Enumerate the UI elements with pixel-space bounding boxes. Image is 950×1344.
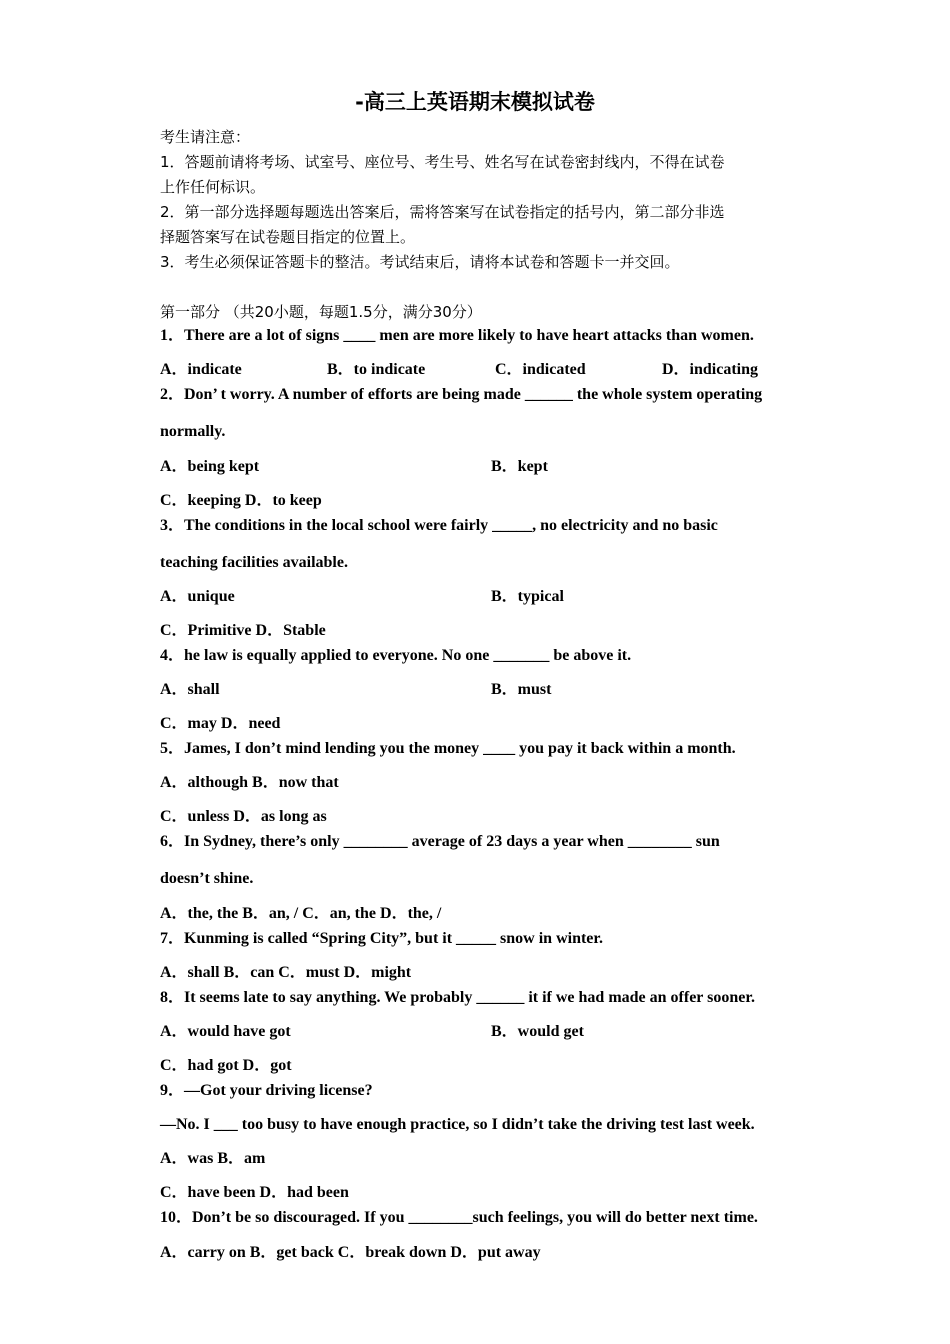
- question-stem: 2．Don’ t worry. A number of efforts are being made ______ the whole system operating: [160, 386, 763, 403]
- question-stem: 9．—Got your driving license?: [160, 1082, 373, 1099]
- option: C．keeping D．to keep: [160, 492, 322, 509]
- notice-item: 3．考生必须保证答题卡的整洁。考试结束后，请将本试卷和答题卡一并交回。: [160, 253, 680, 271]
- option: B．would get: [491, 1023, 584, 1040]
- option: A．shall B．can C．must D．might: [160, 964, 412, 981]
- option: C．may D．need: [160, 715, 281, 732]
- option: C．indicated: [495, 361, 586, 378]
- question-stem: 4．he law is equally applied to everyone. No one _______ be above it.: [160, 647, 632, 664]
- option: A．although B．now that: [160, 774, 339, 791]
- option: A．shall: [160, 681, 220, 698]
- option: A．the, the B．an, / C．an, the D．the, /: [160, 905, 442, 922]
- question-stem: 10．Don’t be so discouraged. If you ________such feelings, you will do better next time.: [160, 1209, 758, 1226]
- question-stem: 3．The conditions in the local school were fairly _____, no electricity and no basic: [160, 517, 718, 534]
- question-stem: 1．There are a lot of signs ____ men are more likely to have heart attacks than women.: [160, 327, 754, 344]
- question-stem: 5．James, I don’t mind lending you the money ____ you pay it back within a month.: [160, 740, 736, 757]
- question-stem: normally.: [160, 423, 226, 440]
- page-title: -高三上英语期末模拟试卷: [355, 90, 595, 114]
- option: B．typical: [491, 588, 564, 605]
- notice-item: 1．答题前请将考场、试室号、座位号、考生号、姓名写在试卷密封线内，不得在试卷: [160, 153, 725, 171]
- notice-heading: 考生请注意：: [160, 128, 251, 146]
- notice-item: 择题答案写在试卷题目指定的位置上。: [160, 228, 416, 246]
- option: A．being kept: [160, 458, 260, 475]
- option: A．would have got: [160, 1023, 291, 1040]
- question-stem: 7．Kunming is called “Spring City”, but it _____ snow in winter.: [160, 930, 604, 947]
- option: B．kept: [491, 458, 548, 475]
- option: B．to indicate: [327, 361, 426, 378]
- option: C．unless D．as long as: [160, 808, 327, 825]
- question-stem: doesn’t shine.: [160, 870, 254, 887]
- option: D．indicating: [662, 361, 759, 378]
- option: A．carry on B．get back C．break down D．put away: [160, 1244, 541, 1261]
- question-stem: 6．In Sydney, there’s only ________ average of 23 days a year when ________ sun: [160, 833, 720, 850]
- option: A．indicate: [160, 361, 242, 378]
- question-stem: —No. I ___ too busy to have enough practice, so I didn’t take the driving test last week.: [160, 1116, 755, 1133]
- question-stem: 8．It seems late to say anything. We probably ______ it if we had made an offer sooner.: [160, 989, 755, 1006]
- notice-item: 上作任何标识。: [160, 178, 266, 196]
- option: A．was B．am: [160, 1150, 266, 1167]
- option: C．have been D．had been: [160, 1184, 349, 1201]
- option: C．Primitive D．Stable: [160, 622, 326, 639]
- option: C．had got D．got: [160, 1057, 292, 1074]
- section-heading: 第一部分 （共20小题，每题1.5分，满分30分）: [160, 303, 482, 321]
- question-stem: teaching facilities available.: [160, 554, 348, 571]
- option: B．must: [491, 681, 552, 698]
- notice-item: 2．第一部分选择题每题选出答案后，需将答案写在试卷指定的括号内，第二部分非选: [160, 203, 725, 221]
- option: A．unique: [160, 588, 235, 605]
